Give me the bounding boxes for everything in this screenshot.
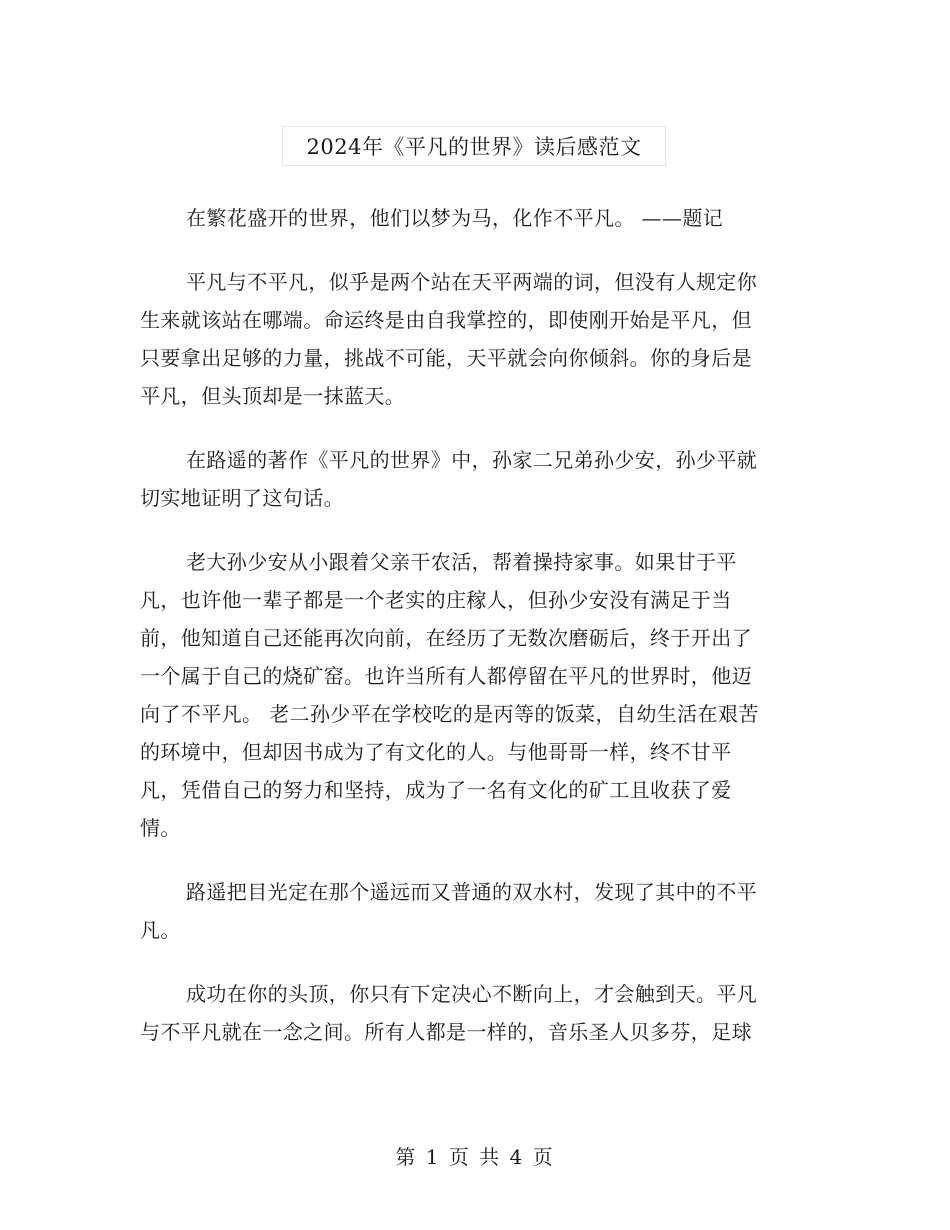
- text-line: 成功在你的头顶，你只有下定决心不断向上，才会触到天。平凡: [186, 982, 758, 1006]
- text-line: 的环境中，但却因书成为了有文化的人。与他哥哥一样，终不甘平: [140, 740, 732, 764]
- text-line: 情。: [140, 816, 181, 840]
- text-line: 平凡与不平凡，似乎是两个站在天平两端的词，但没有人规定你: [186, 270, 758, 294]
- text-line: 在路遥的著作《平凡的世界》中，孙家二兄弟孙少安，孙少平就: [186, 448, 758, 472]
- text-line: 凡，也许他一辈子都是一个老实的庄稼人，但孙少安没有满足于当: [140, 588, 732, 612]
- paragraph: [140, 975, 802, 1051]
- title-box: [282, 126, 666, 166]
- text-line: 只要拿出足够的力量，挑战不可能，天平就会向你倾斜。你的身后是: [140, 346, 752, 370]
- page-title: 2024年《平凡的世界》读后感范文: [306, 135, 642, 159]
- text-line: 在繁花盛开的世界，他们以梦为马，化作不平凡。 ——题记: [186, 206, 724, 230]
- paragraph: [140, 873, 802, 949]
- text-line: 向了不平凡。 老二孙少平在学校吃的是丙等的饭菜，自幼生活在艰苦: [140, 702, 759, 726]
- text-line: 切实地证明了这句话。: [140, 486, 344, 510]
- text-line: 凡，凭借自己的努力和坚持，成为了一名有文化的矿工且收获了爱: [140, 778, 732, 802]
- paragraph: [140, 199, 802, 237]
- paragraph: [140, 543, 802, 847]
- document-body: [140, 199, 802, 1077]
- text-line: 平凡，但头顶却是一抹蓝天。: [140, 384, 406, 408]
- text-line: 前，他知道自己还能再次向前，在经历了无数次磨砺后，终于开出了: [140, 626, 752, 650]
- text-line: 老大孙少安从小跟着父亲干农活，帮着操持家事。如果甘于平: [186, 550, 737, 574]
- paragraph: [140, 263, 802, 415]
- text-line: 凡。: [140, 918, 181, 942]
- text-line: 一个属于自己的烧矿窑。也许当所有人都停留在平凡的世界时，他迈: [140, 664, 752, 688]
- text-line: 生来就该站在哪端。命运终是由自我掌控的，即使刚开始是平凡，但: [140, 308, 752, 332]
- text-line: 路遥把目光定在那个遥远而又普通的双水村，发现了其中的不平: [186, 880, 758, 904]
- page-footer: 第 1 页 共 4 页: [395, 1145, 555, 1169]
- text-line: 与不平凡就在一念之间。所有人都是一样的，音乐圣人贝多芬，足球: [140, 1020, 752, 1044]
- paragraph: [140, 441, 802, 517]
